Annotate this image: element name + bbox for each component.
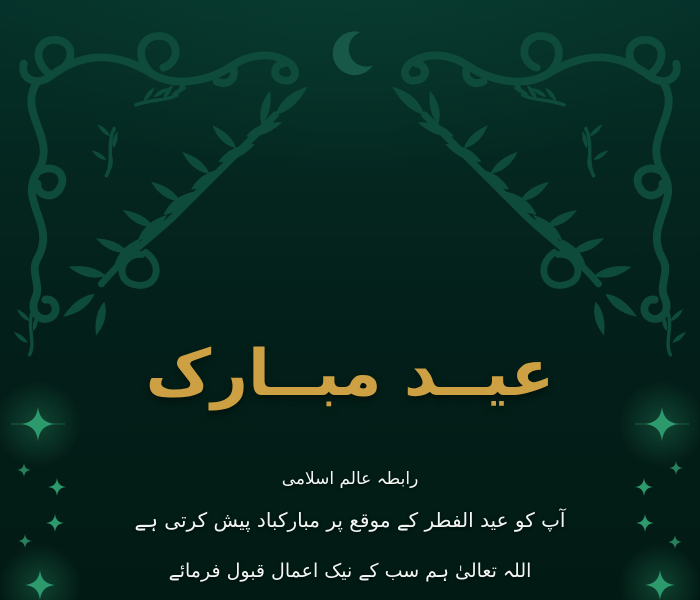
organization-name-text: رابطہ عالم اسلامی — [281, 469, 419, 489]
corner-flourish-right-icon — [397, 18, 692, 363]
corner-flourish-left-icon — [8, 18, 303, 363]
card-title-eid-mubarak: عیــد مبــارک — [145, 337, 555, 411]
blessing-text: اللہ تعالیٰ ہم سب کے نیک اعمال قبول فرمائے — [168, 560, 532, 582]
greeting-text: آپ کو عید الفطر کے موقع پر مبارکباد پیش کرتی ہے — [134, 508, 566, 532]
crescent-moon-icon — [328, 28, 378, 78]
